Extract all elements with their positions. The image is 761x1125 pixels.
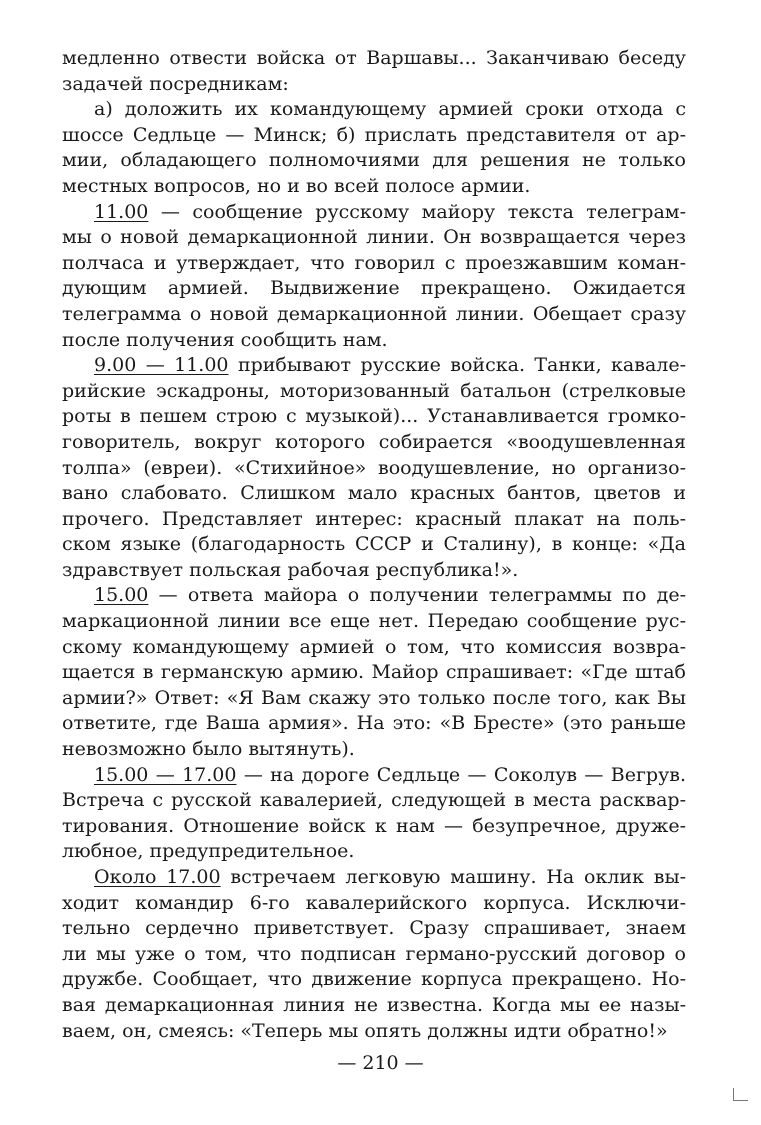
time-marker: 15.00 — 17.00 [94, 763, 237, 786]
text-line: невозможно было вытянуть). [62, 738, 355, 761]
text-line: дующим армией. Выдвижение прекращено. Ожидается [62, 277, 686, 300]
paragraph [62, 583, 686, 762]
paragraph [62, 865, 686, 1044]
text-line: скому командующему армией о том, что комиссия возвра- [62, 635, 686, 658]
text-line: прочего. Представляет интерес: красный плакат на поль- [62, 507, 686, 530]
text-line: медленно отвести войска от Варшавы... Заканчиваю беседу [62, 47, 686, 69]
text-line: местных вопросов, но и во всей полосе армии. [62, 174, 531, 197]
text-line: телеграмма о новой демаркационной линии. Обещает сразу [62, 302, 686, 325]
text-line: рийские эскадроны, моторизованный батальон (стрелковые [62, 379, 686, 402]
time-marker: 9.00 — 11.00 [94, 354, 229, 377]
paragraph [62, 97, 686, 199]
text-line: любное, предупредительное. [62, 840, 355, 863]
time-marker: 15.00 [94, 584, 149, 607]
text-line: ответите, где Ваша армия». На это: «В Бресте» (это раньше [62, 712, 686, 735]
text-line: тирования. Отношение войск к нам — безупречное, друже- [62, 814, 686, 837]
text-fragment: прибывают русские войска. Танки, кавале- [228, 354, 687, 377]
text-line: тельно сердечно приветствует. Сразу спрашивает, знаем [62, 917, 686, 940]
text-line-with-time [62, 763, 686, 789]
time-marker: 11.00 [94, 200, 149, 223]
text-fragment: — на дороге Седльце — Соколув — Вегрув. [236, 763, 686, 786]
text-line: Встреча с русской кавалерией, следующей в места расквар- [62, 789, 686, 812]
text-line: ваем, он, смеясь: «Теперь мы опять должны идти обратно!» [62, 1019, 668, 1042]
text-line: полчаса и утверждает, что говорил с проезжавшим коман- [62, 251, 686, 274]
text-line-with-time [62, 865, 686, 891]
text-line: дружбе. Сообщает, что движение корпуса прекращено. Но- [62, 968, 686, 991]
text-line: говоритель, вокруг которого собирается «воодушевленная [62, 430, 686, 453]
text-line-with-time [62, 583, 686, 609]
text-line: маркационной линии все еще нет. Передаю сообщение рус- [62, 610, 686, 633]
text-line: мы о новой демаркационной линии. Он возвращается через [62, 226, 686, 249]
text-fragment: — ответа майора о получении телеграммы по де- [148, 584, 686, 607]
text-line: ли мы уже о том, что подписан германо-русский договор о [62, 942, 686, 965]
text-line: шоссе Седльце — Минск; б) прислать представителя от ар- [62, 123, 686, 146]
text-line: армии?» Ответ: «Я Вам скажу это только после того, как Вы [62, 686, 686, 709]
time-marker: Около 17.00 [94, 866, 221, 888]
text-line-with-time [62, 353, 686, 379]
text-fragment: встречаем легковую машину. На оклик вы- [220, 866, 686, 888]
text-line: ходит командир 6-го кавалерийского корпуса. Исключи- [62, 891, 686, 914]
text-line: задачей посредникам: [62, 72, 289, 95]
page-number: — 210 — [337, 1052, 424, 1074]
paragraph [62, 200, 686, 354]
scan-corner-mark [733, 1088, 748, 1101]
paragraph [62, 763, 686, 865]
text-line: вая демаркационная линия не известна. Когда мы ее назы- [62, 993, 686, 1016]
text-line: вано слабовато. Слишком мало красных бантов, цветов и [62, 482, 686, 505]
page-text [62, 46, 686, 1044]
text-line-with-time [62, 200, 686, 226]
text-fragment: — сообщение русскому майору текста телеграм- [148, 200, 686, 223]
text-line: роты в пешем строю с музыкой)... Устанавливается громко- [62, 405, 686, 428]
text-line: щается в германскую армию. Майор спрашивает: «Где штаб [62, 661, 686, 684]
paragraph [62, 353, 686, 583]
text-line: после получения сообщить нам. [62, 328, 388, 351]
text-line: мии, обладающего полномочиями для решения не только [62, 149, 686, 172]
text-line: ском языке (благодарность СССР и Сталину), в конце: «Да [62, 533, 686, 556]
text-line: толпа» (евреи). «Стихийное» воодушевление, но организо- [62, 456, 686, 479]
text-line: а) доложить их командующему армией сроки отхода с [94, 98, 686, 121]
paragraph [62, 46, 686, 97]
text-line: здравствует польская рабочая республика!». [62, 558, 519, 581]
